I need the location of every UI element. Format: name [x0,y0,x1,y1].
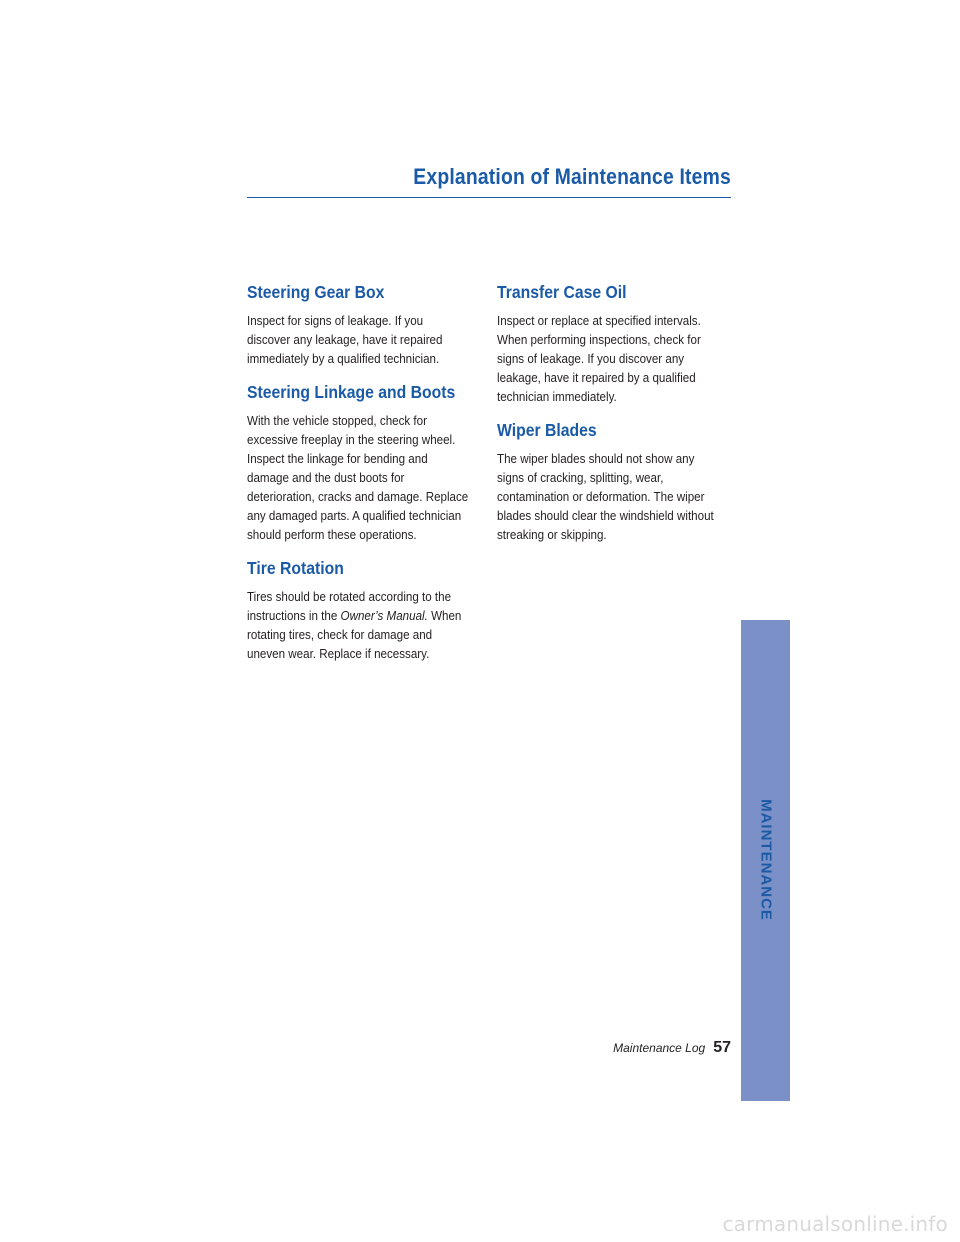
left-column [247,282,487,677]
title-divider [247,197,731,198]
section-body: Tires should be rotated according to the instructions in the Owner’s Manual. When rotating tires, check for damage and uneven wear. Replace if necessary. [247,589,462,661]
section-body: Inspect or replace at specified intervals. When performing inspections, check for signs of leakage. If you discover any leakage, have it repaired by a qualified technician immediately. [497,313,701,404]
section-body: Inspect for signs of leakage. If you discover any leakage, have it repaired immediately by a qualified technician. [247,313,443,366]
right-column [497,282,737,558]
section-heading: Tire Rotation [247,558,344,578]
section-heading: Transfer Case Oil [497,282,627,302]
section-wiper-blades [497,420,737,544]
watermark: carmanualsonline.info [722,1212,948,1236]
footer-label: Maintenance Log [613,1041,706,1055]
page-footer [613,1039,731,1057]
manual-reference: Owner’s Manual. [340,608,428,623]
section-body: The wiper blades should not show any signs of cracking, splitting, wear, contamination or deformation. The wiper blades should clear the windshield without streaking or skipping. [497,451,714,542]
section-transfer-case-oil [497,282,737,406]
page-title: Explanation of Maintenance Items [413,164,731,189]
section-heading: Steering Gear Box [247,282,385,302]
section-steering-gear-box [247,282,487,368]
section-body: With the vehicle stopped, check for excessive freeplay in the steering wheel. Inspect the linkage for bending and damage and the dust boots for deterioration, cracks and damage. Replace any damaged parts. A qualified technician should perform these operations. [247,413,469,542]
section-steering-linkage-and-boots [247,382,487,544]
page-number: 57 [713,1039,731,1056]
section-tire-rotation [247,558,487,663]
section-heading: Steering Linkage and Boots [247,382,456,402]
side-tab-maintenance: MAINTENANCE [741,620,790,1101]
section-heading: Wiper Blades [497,420,597,440]
